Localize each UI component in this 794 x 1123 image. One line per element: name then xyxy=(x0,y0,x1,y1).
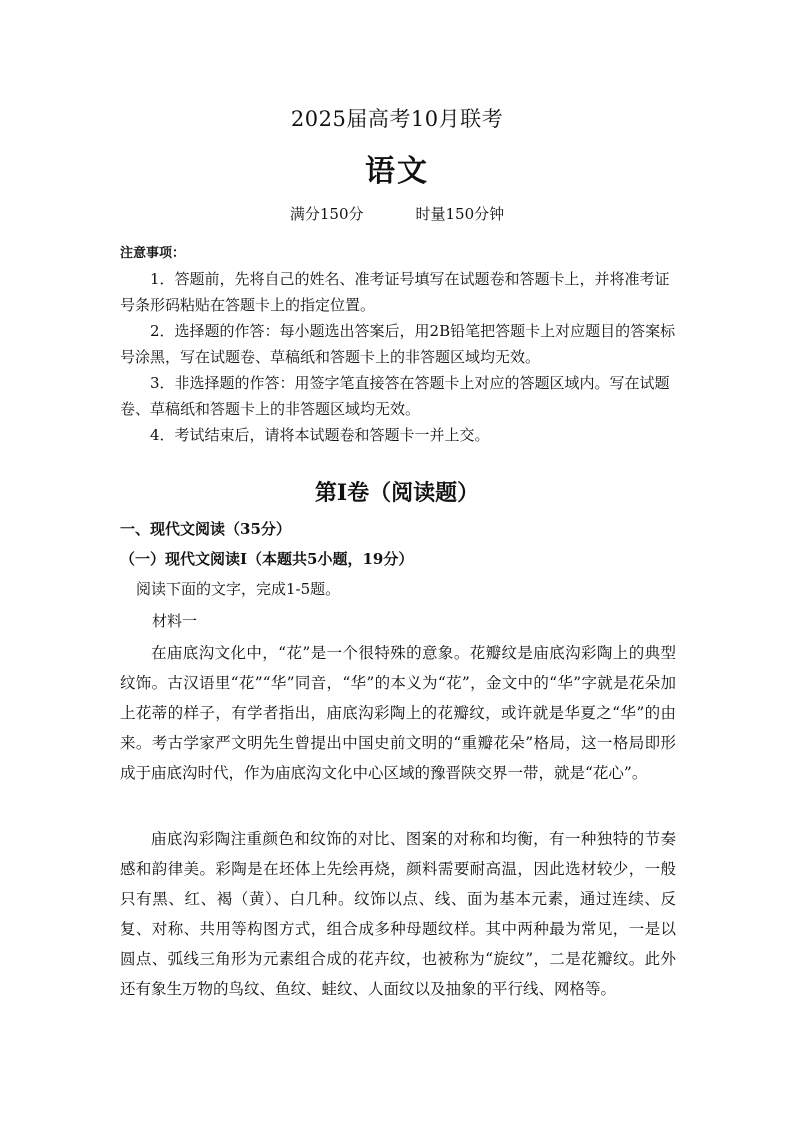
material-label: 材料一 xyxy=(152,612,198,630)
notice-item: 1．答题前，先将自己的姓名、准考证号填写在试题卷和答题卡上，并将准考证号条形码粘贴在答题卡上的指定位置。 xyxy=(120,270,670,314)
passage-paragraph xyxy=(120,824,676,1004)
reading-instruction: 阅读下面的文字，完成1-5题。 xyxy=(136,580,341,598)
subsection-title: （一）现代文阅读Ⅰ（本题共5小题，19分） xyxy=(120,550,414,568)
notice-item: 3．非选择题的作答：用签字笔直接答在答题卡上对应的答题区域内。写在试题卷、草稿纸和答题卡上的非答题区域均无效。 xyxy=(120,374,670,418)
part-title: 第Ⅰ卷（阅读题） xyxy=(314,480,480,506)
notice-item: 4．考试结束后，请将本试题卷和答题卡一并上交。 xyxy=(150,426,490,444)
exam-meta xyxy=(0,203,794,224)
time-limit: 时量150分钟 xyxy=(415,205,505,223)
subject-title: 语文 xyxy=(365,154,429,189)
notice-heading: 注意事项： xyxy=(120,246,186,261)
paragraph-text: 在庙底沟文化中，“花”是一个很特殊的意象。花瓣纹是庙底沟彩陶上的典型纹饰。古汉语里“花”“华”同音，“华”的本义为“花”，金文中的“华”字就是花朵加上花蒂的样子，有学者指出，庙底沟彩陶上的花瓣纹，或许就是华夏之“华”的由来。考古学家严文明先生曾提出中国史前文明的“重瓣花朵”格局，这一格局即形成于庙底沟时代，作为庙底沟文化中心区域的豫晋陕交界一带，就是“花心”。 xyxy=(120,644,676,782)
full-score: 满分150分 xyxy=(289,205,364,223)
notice-list xyxy=(120,266,676,448)
section-title: 一、现代文阅读（35分） xyxy=(120,520,291,538)
exam-title: 2025届高考10月联考 xyxy=(290,107,504,131)
passage-paragraph xyxy=(120,638,676,788)
notice-item: 2．选择题的作答：每小题选出答案后，用2B铅笔把答题卡上对应题目的答案标号涂黑，写在试题卷、草稿纸和答题卡上的非答题区域均无效。 xyxy=(120,322,676,366)
paragraph-text: 庙底沟彩陶注重颜色和纹饰的对比、图案的对称和均衡，有一种独特的节奏感和韵律美。彩陶是在坯体上先绘再烧，颜料需要耐高温，因此选材较少，一般只有黑、红、褐（黄）、白几种。纹饰以点、线、面为基本元素，通过连续、反复、对称、共用等构图方式，组合成多种母题纹样。其中两种最为常见，一是以圆点、弧线三角形为元素组合成的花卉纹，也被称为“旋纹”，二是花瓣纹。此外还有象生万物的鸟纹、鱼纹、蛙纹、人面纹以及抽象的平行线、网格等。 xyxy=(120,830,676,998)
